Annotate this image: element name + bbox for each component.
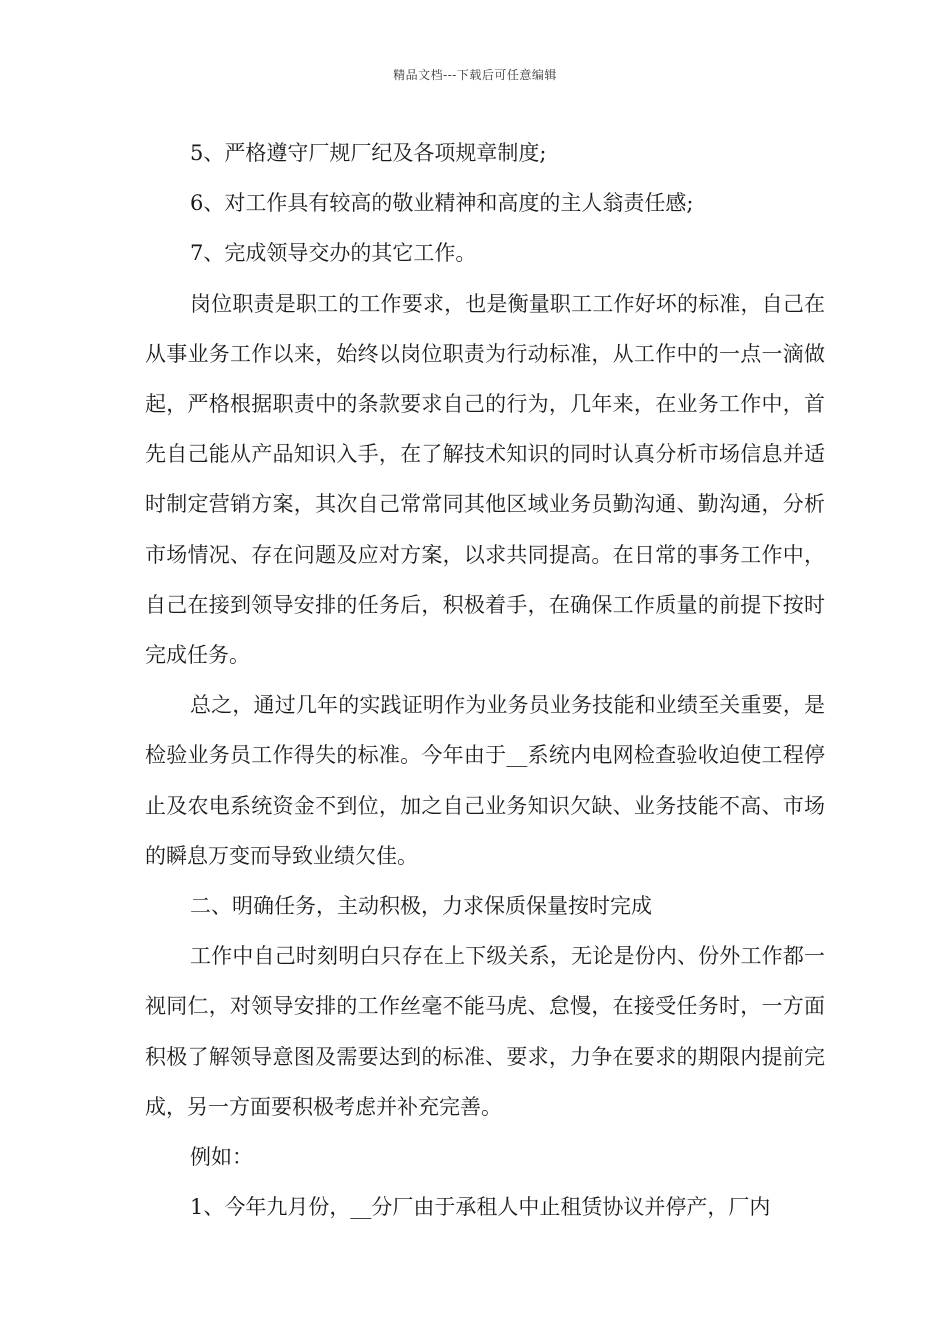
paragraph-summary: 总之，通过几年的实践证明作为业务员业务技能和业绩至关重要，是检验业务员工作得失的标准。今年由于__系统内电网检查验收迫使工程停止及农电系统资金不到位，加之自己业务知识欠缺、业务技能不高、市场的瞬息万变而导致业绩欠佳。 bbox=[145, 693, 825, 868]
paragraph-work-attitude: 工作中自己时刻明白只存在上下级关系，无论是份内、份外工作都一视同仁，对领导安排的工作丝毫不能马虎、怠慢，在接受任务时，一方面积极了解领导意图及需要达到的标准、要求，力争在要求的期限内提前完成，另一方面要积极考虑并补充完善。 bbox=[145, 944, 825, 1119]
paragraph-job-duties: 岗位职责是职工的工作要求，也是衡量职工工作好坏的标准，自己在从事业务工作以来，始终以岗位职责为行动标准，从工作中的一点一滴做起，严格根据职责中的条款要求自己的行为，几年来，在业务工作中，首先自己能从产品知识入手，在了解技术知识的同时认真分析市场信息并适时制定营销方案，其次自己常常同其他区域业务员勤沟通、勤沟通，分析市场情况、存在问题及应对方案，以求共同提高。在日常的事务工作中，自己在接到领导安排的任务后，积极着手，在确保工作质量的前提下按时完成任务。 bbox=[145, 291, 825, 668]
paragraph-rule-6: 6、对工作具有较高的敬业精神和高度的主人翁责任感; bbox=[190, 191, 694, 216]
page-header: 精品文档---下载后可任意编辑 bbox=[393, 68, 557, 82]
paragraph-example-label: 例如： bbox=[190, 1145, 253, 1170]
paragraph-example-1: 1、今年九月份，__分厂由于承租人中止租赁协议并停产，厂内 bbox=[190, 1195, 771, 1220]
paragraph-rule-5: 5、严格遵守厂规厂纪及各项规章制度; bbox=[190, 141, 547, 165]
section-heading-2: 二、明确任务，主动积极，力求保质保量按时完成 bbox=[190, 894, 652, 919]
paragraph-rule-7: 7、完成领导交办的其它工作。 bbox=[190, 241, 477, 266]
document-body bbox=[145, 128, 825, 1232]
